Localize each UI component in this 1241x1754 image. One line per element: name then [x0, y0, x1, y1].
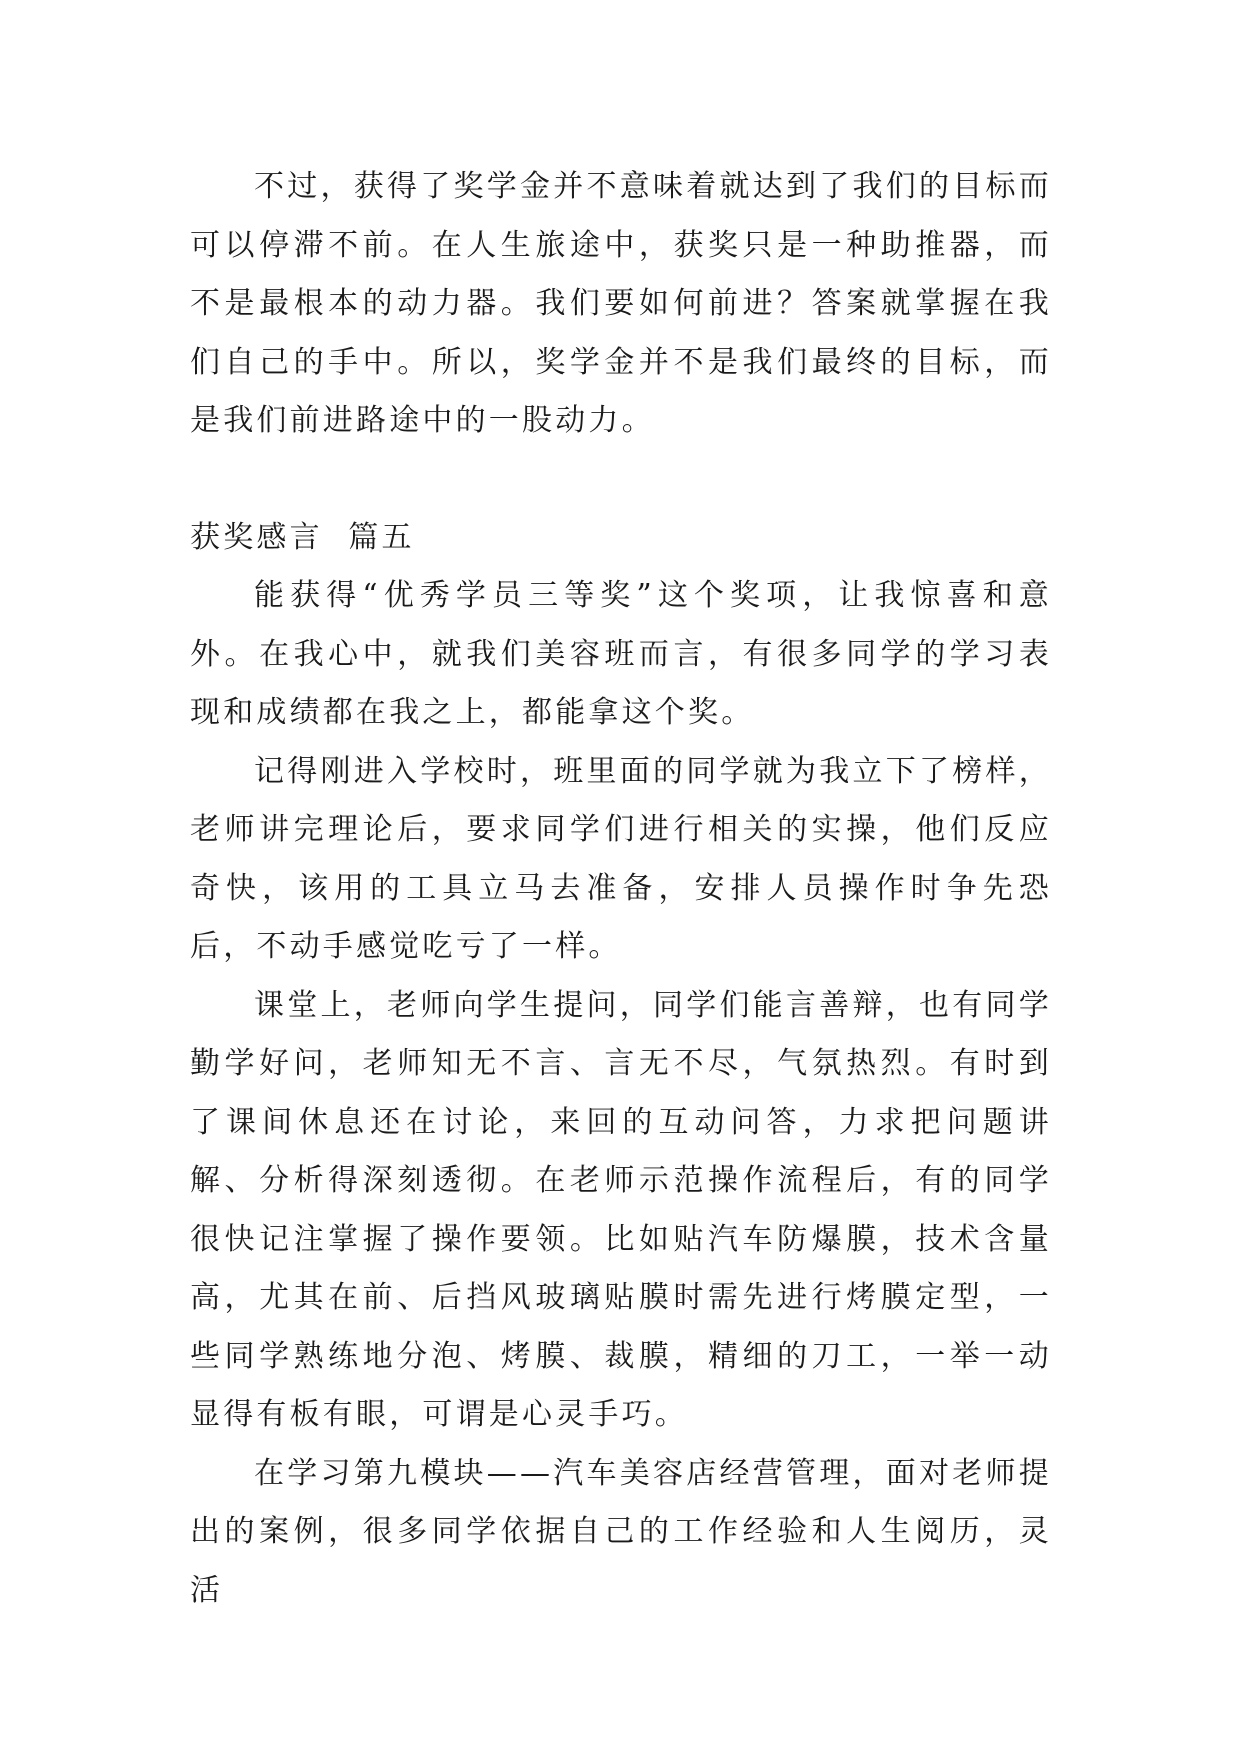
paragraph: 记得刚进入学校时，班里面的同学就为我立下了榜样，老师讲完理论后，要求同学们进行相关的实操，他们反应奇快，该用的工具立马去准备，安排人员操作时争先恐后，不动手感觉吃亏了一样。: [190, 753, 1052, 964]
document-page: [190, 158, 1052, 1620]
paragraph: 在学习第九模块——汽车美容店经营管理，面对老师提出的案例，很多同学依据自己的工作经验和人生阅历，灵活: [190, 1455, 1052, 1608]
paragraph: 能获得“优秀学员三等奖”这个奖项，让我惊喜和意外。在我心中，就我们美容班而言，有很多同学的学习表现和成绩都在我之上，都能拿这个奖。: [190, 578, 1052, 730]
paragraph: 不过，获得了奖学金并不意味着就达到了我们的目标而可以停滞不前。在人生旅途中，获奖只是一种助推器，而不是最根本的动力器。我们要如何前进？答案就掌握在我们自己的手中。所以，奖学金并不是我们最终的目标，而是我们前进路途中的一股动力。: [190, 169, 1052, 438]
paragraph: 课堂上，老师向学生提问，同学们能言善辩，也有同学勤学好问，老师知无不言、言无不尽，气氛热烈。有时到了课间休息还在讨论，来回的互动问答，力求把问题讲解、分析得深刻透彻。在老师示范操作流程后，有的同学很快记注掌握了操作要领。比如贴汽车防爆膜，技术含量高，尤其在前、后挡风玻璃贴膜时需先进行烤膜定型，一些同学熟练地分泡、烤膜、裁膜，精细的刀工，一举一动显得有板有眼，可谓是心灵手巧。: [190, 987, 1052, 1432]
section-heading: 获奖感言 篇五: [190, 519, 415, 555]
paragraph-gap: [190, 451, 1052, 509]
